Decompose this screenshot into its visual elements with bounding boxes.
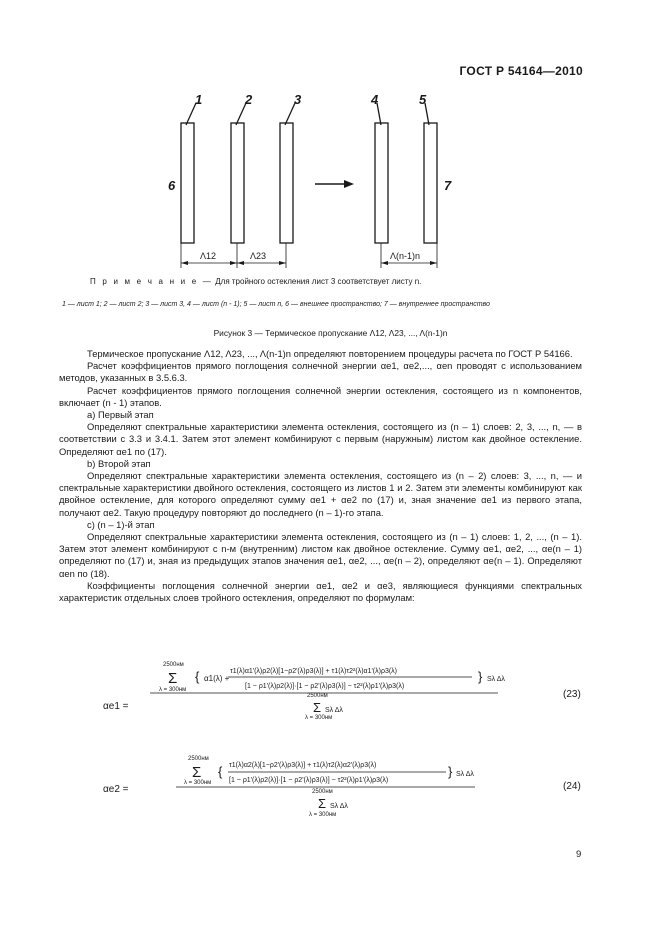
sum-icon: Σ bbox=[313, 700, 322, 715]
formula-23-numerator: τ1(λ)α1'(λ)ρ2(λ)[1−ρ2'(λ)ρ3(λ)] + τ1(λ)τ2²(λ)α1'(λ)ρ3(λ) bbox=[230, 668, 398, 675]
stage-a-title: а) Первый этап bbox=[87, 409, 154, 421]
sum-icon: Σ bbox=[168, 670, 178, 687]
formula-24-den-lower: λ = 300нм bbox=[309, 812, 337, 818]
formula-24-lhs: αe2 = bbox=[103, 784, 129, 795]
label-5: 5 bbox=[419, 92, 427, 107]
formula-23-den-upper: 2500нм bbox=[307, 693, 328, 699]
brace-close: } bbox=[478, 669, 483, 684]
formula-24-numerator: τ1(λ)α2(λ)[1−ρ2'(λ)ρ3(λ)] + τ1(λ)τ2(λ)α2'(λ)ρ3(λ) bbox=[229, 762, 377, 769]
label-1: 1 bbox=[195, 92, 203, 107]
figure-caption: Рисунок 3 — Термическое пропускание Λ12, Λ23, ..., Λ(n-1)n bbox=[213, 328, 448, 338]
label-7: 7 bbox=[444, 178, 452, 193]
stage-c-title: с) (n – 1)-й этап bbox=[87, 518, 155, 530]
paragraph-absorption: Расчет коэффициентов прямого поглощения солнечной энергии αe1, αe2,..., αen проводят с использованием методов, указанных в 3.5.6.3. bbox=[59, 360, 582, 384]
sum-icon: Σ bbox=[318, 796, 327, 811]
paragraph-formulas-intro: Коэффициенты поглощения солнечной энергии αe1, αe2 и αe3, являющиеся функциями спектральных характеристик отдельных слоев тройного остекления, определяют по формулам: bbox=[59, 579, 582, 604]
label-6: 6 bbox=[168, 178, 176, 193]
stage-b-title: b) Второй этап bbox=[87, 457, 151, 469]
stage-b-text: Определяют спектральные характеристики элемента остекления, состоящего из (n – 2) слоев: 3, ..., n, — и спектральные характеристики двойного остекления, состоящего из листов 1 и 2. Затем эти элементы комбинируют как двойное остекление, для которого определяют сумму αe1 + αe2 по (17) и, зная значение αe1 из первого этапа, получают αe2. Такую процедуру повторяют до последнего (n – 1)-го этапа. bbox=[59, 470, 582, 518]
figure-legend: 1 — лист 1; 2 — лист 2; 3 — лист 3, 4 — лист (n - 1); 5 — лист n, 6 — внешнее пространство; 7 — внутреннее пространство bbox=[62, 301, 490, 308]
formula-23-lower: λ = 300нм bbox=[159, 687, 187, 693]
formula-23-denominator: [1 − ρ1'(λ)ρ2(λ)]·[1 − ρ2'(λ)ρ3(λ)] − τ2²(λ)ρ1'(λ)ρ3(λ) bbox=[245, 683, 405, 690]
formula-23-term1: α1(λ) + bbox=[204, 674, 230, 683]
stage-a-text: Определяют спектральные характеристики элемента остекления, состоящего из (n – 1) слоев: 2, 3, ..., n, — в соответствии с 3.3 и 3.4.1. Затем этот элемент комбинируют с первым (наружным) листом как двойное остекление. Определяют αe1 по (17). bbox=[59, 421, 582, 457]
brace-open: { bbox=[195, 669, 200, 684]
formula-24-tail: Sλ Δλ bbox=[456, 771, 474, 778]
formula-23-lhs: αe1 = bbox=[103, 701, 129, 712]
formula-24-number: (24) bbox=[563, 781, 581, 792]
formula-24-lower: λ = 300нм bbox=[184, 780, 212, 786]
lambda-23-label: Λ23 bbox=[250, 251, 267, 261]
label-4: 4 bbox=[371, 92, 379, 107]
paragraph-stages: Расчет коэффициентов прямого поглощения солнечной энергии остекления, состоящего из n компонентов, включает (n - 1) этапов. bbox=[59, 384, 582, 408]
stage-c-text: Определяют спектральные характеристики элемента остекления, состоящего из (n – 1) слоев: 1, 2, ..., (n – 1). Затем этот элемент комбинируют с n-м (внутренним) листом как двойное остекление. Сумму αe1, αe2, ..., αe(n – 1) определяют по (17) и, зная из предыдущих этапов значения αe1, αe2, ..., αe(n – 2), определяют αe(n – 1). Определяют αen по (18). bbox=[59, 531, 582, 579]
standard-code: ГОСТ Р 54164—2010 bbox=[459, 64, 583, 78]
formula-23-tail: Sλ Δλ bbox=[487, 676, 505, 683]
formula-23-den-lower: λ = 300нм bbox=[305, 715, 333, 721]
formula-23-upper: 2500нм bbox=[163, 662, 184, 668]
note-text: Для тройного остекления лист 3 соответствует листу n. bbox=[215, 277, 422, 286]
formula-24-den-upper: 2500нм bbox=[312, 789, 333, 795]
paragraph-thermal: Термическое пропускание Λ12, Λ23, ..., Λ(n-1)n определяют повторением процедуры расчета по ГОСТ Р 54166. bbox=[87, 348, 573, 359]
label-2: 2 bbox=[245, 92, 253, 107]
brace-open: { bbox=[218, 764, 223, 779]
page-number: 9 bbox=[576, 849, 582, 860]
formula-23-den-sum: Sλ Δλ bbox=[325, 707, 343, 714]
sum-icon: Σ bbox=[192, 764, 202, 781]
label-3: 3 bbox=[294, 92, 302, 107]
formula-23-number: (23) bbox=[563, 689, 581, 700]
formula-24-upper: 2500нм bbox=[188, 756, 209, 762]
formula-24-denominator: [1 − ρ1'(λ)ρ2(λ)]·[1 − ρ2'(λ)ρ3(λ)] − τ2²(λ)ρ1'(λ)ρ3(λ) bbox=[229, 777, 389, 784]
formula-24-den-sum: Sλ Δλ bbox=[330, 803, 348, 810]
lambda-n-label: Λ(n-1)n bbox=[390, 251, 421, 261]
brace-close: } bbox=[448, 764, 453, 779]
lambda-12-label: Λ12 bbox=[200, 251, 217, 261]
note-prefix: П р и м е ч а н и е — bbox=[90, 277, 213, 286]
